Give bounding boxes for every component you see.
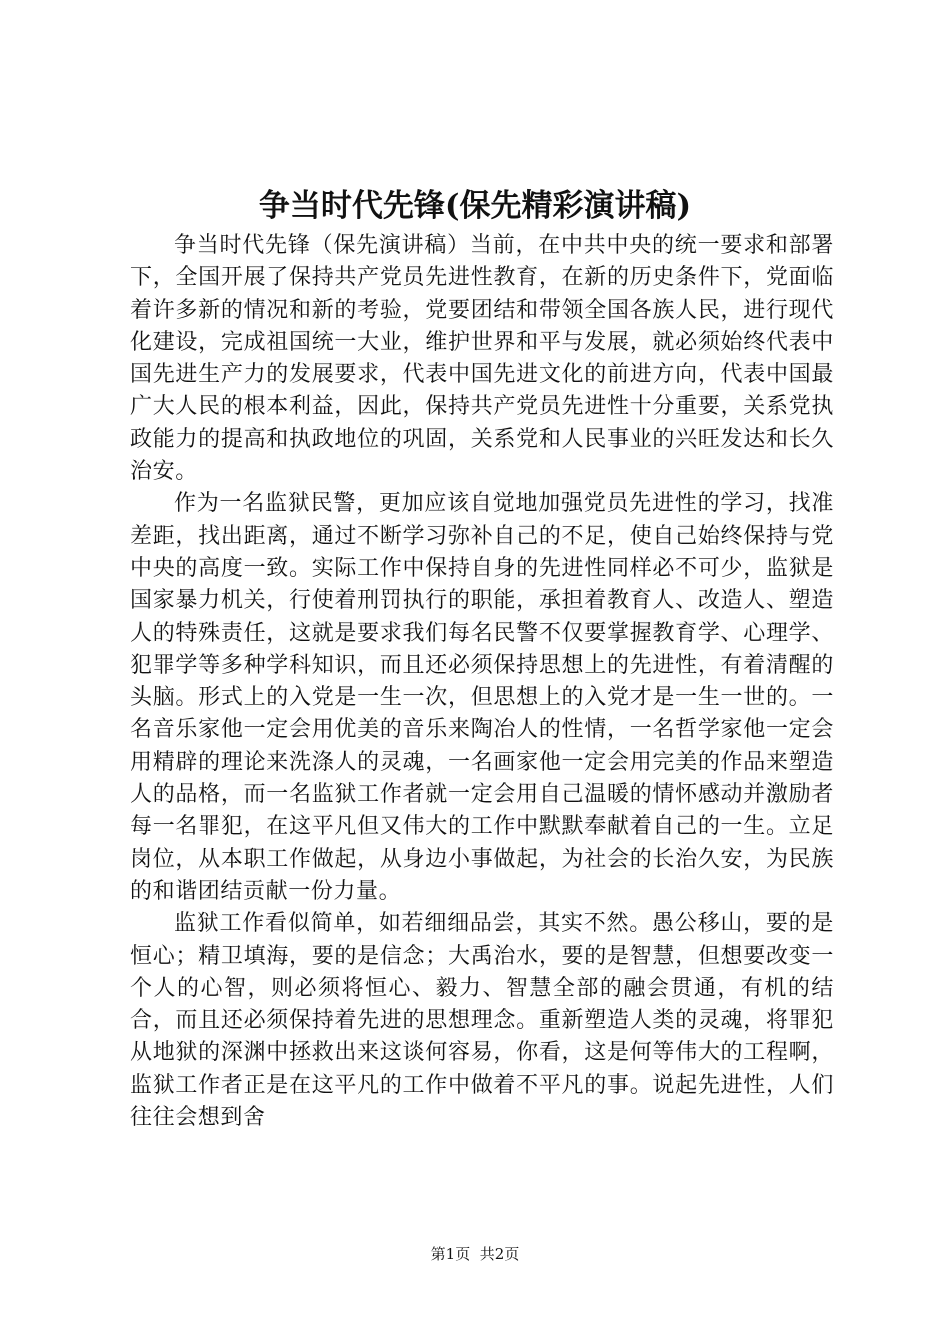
paragraph-3: 监狱工作看似简单，如若细细品尝，其实不然。愚公移山，要的是恒心；精卫填海，要的是信念；大禹治水，要的是智慧，但想要改变一个人的心智，则必须将恒心、毅力、智慧全部的融会贯通，有机的结合，而且还必须保持着先进的思想理念。重新塑造人类的灵魂，将罪犯从地狱的深渊中拯救出来这谈何容易，你看，这是何等伟大的工程啊，监狱工作者正是在这平凡的工作中做着不平凡的事。说起先进性，人们往往会想到舍 bbox=[130, 911, 834, 1131]
total-suffix: 页 bbox=[504, 1245, 520, 1263]
page-label: 第 bbox=[430, 1245, 446, 1263]
total-pages-number: 2 bbox=[494, 1245, 505, 1263]
page-suffix: 页 共 bbox=[455, 1245, 495, 1263]
page-footer bbox=[0, 1244, 950, 1264]
document-title: 争当时代先锋(保先精彩演讲稿) bbox=[258, 188, 692, 224]
paragraph-1: 争当时代先锋（保先演讲稿）当前，在中共中央的统一要求和部署下，全国开展了保持共产党员先进性教育，在新的历史条件下，党面临着许多新的情况和新的考验，党要团结和带领全国各族人民，进行现代化建设，完成祖国统一大业，维护世界和平与发展，就必须始终代表中国先进生产力的发展要求，代表中国先进文化的前进方向，代表中国最广大人民的根本利益，因此，保持共产党员先进性十分重要，关系党执政能力的提高和执政地位的巩固，关系党和人民事业的兴旺发达和长久治安。 bbox=[130, 233, 834, 485]
current-page-number: 1 bbox=[445, 1245, 456, 1263]
paragraph-2: 作为一名监狱民警，更加应该自觉地加强党员先进性的学习，找准差距，找出距离，通过不断学习弥补自己的不足，使自己始终保持与党中央的高度一致。实际工作中保持自身的先进性同样必不可少，监狱是国家暴力机关，行使着刑罚执行的职能，承担着教育人、改造人、塑造人的特殊责任，这就是要求我们每名民警不仅要掌握教育学、心理学、犯罪学等多种学科知识，而且还必须保持思想上的先进性，有着清醒的头脑。形式上的入党是一生一次，但思想上的入党才是一生一世的。一名音乐家他一定会用优美的音乐来陶冶人的性情，一名哲学家他一定会用精辟的理论来洗涤人的灵魂，一名画家他一定会用完美的作品来塑造人的品格，而一名监狱工作者就一定会用自己温暖的情怀感动并激励者每一名罪犯，在这平凡但又伟大的工作中默默奉献着自己的一生。立足岗位，从本职工作做起，从身边小事做起，为社会的长治久安，为民族的和谐团结贡献一份力量。 bbox=[130, 491, 834, 904]
document-body bbox=[130, 230, 834, 1134]
